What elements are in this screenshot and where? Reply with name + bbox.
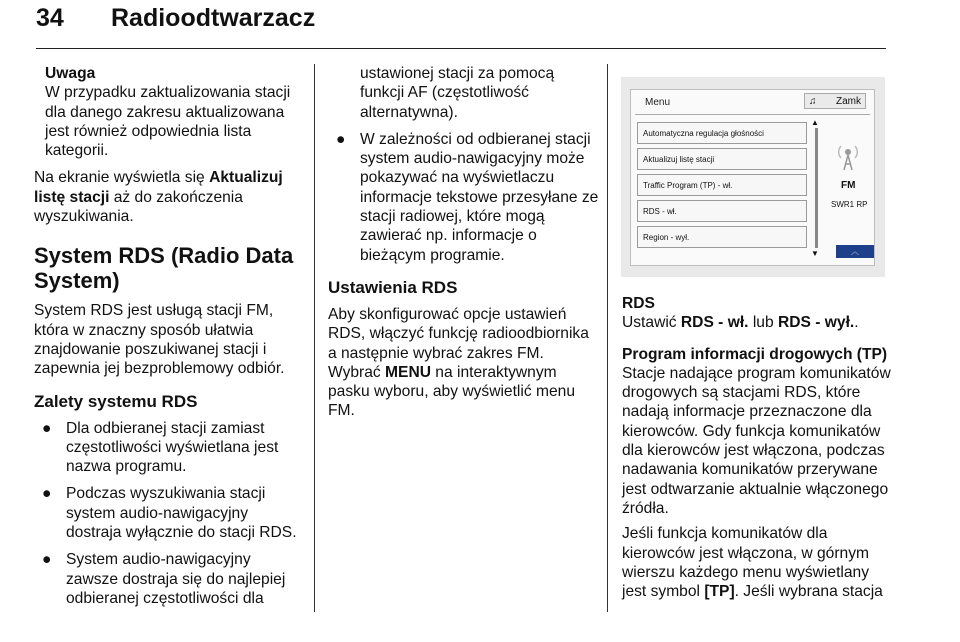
scrollbar[interactable] bbox=[815, 128, 818, 248]
list-item bbox=[34, 484, 300, 542]
rds-setting-paragraph bbox=[622, 313, 892, 332]
page-header bbox=[36, 2, 886, 52]
text-run: Aby skonfigurować opcje ustawień RDS, włączyć funkcję radioodbiornika a następnie wybrać zakres FM. Wybrać bbox=[328, 305, 589, 381]
title-divider bbox=[635, 114, 870, 115]
text-run: Ustawić bbox=[622, 314, 681, 332]
music-note-icon: ♫ bbox=[809, 96, 817, 107]
subheading-rds: RDS bbox=[622, 295, 655, 312]
menu-item[interactable]: Traffic Program (TP) - wł. bbox=[637, 174, 807, 196]
section-heading-rds: System RDS (Radio Data System) bbox=[34, 243, 294, 293]
column-2 bbox=[328, 64, 600, 430]
text-run: aż do zakończenia wyszukiwania. bbox=[34, 188, 243, 226]
subheading-rds-settings: Ustawienia RDS bbox=[328, 277, 458, 297]
note-title: Uwaga bbox=[45, 65, 96, 82]
update-list-paragraph bbox=[34, 168, 300, 226]
column-3 bbox=[622, 294, 892, 613]
subheading-advantages: Zalety systemu RDS bbox=[34, 391, 198, 411]
list-item bbox=[328, 130, 600, 265]
menu-item[interactable]: Aktualizuj listę stacji bbox=[637, 148, 807, 170]
text-run: lub bbox=[748, 314, 778, 332]
close-button[interactable] bbox=[804, 93, 866, 109]
list-item bbox=[34, 419, 300, 477]
close-label: Zamk bbox=[836, 96, 861, 107]
bold-term: MENU bbox=[385, 363, 431, 381]
page-title: Radioodtwarzacz bbox=[111, 4, 316, 32]
bold-term: RDS - wł. bbox=[680, 314, 749, 332]
list-item-text: Podczas wyszukiwania stacji system audio-nawigacyjny dostraja wyłącznie do stacji RDS. bbox=[66, 485, 297, 542]
page-number: 34 bbox=[36, 4, 64, 32]
column-1 bbox=[34, 64, 300, 616]
text-run: . bbox=[854, 314, 859, 332]
chevron-up-button[interactable]: ︿ bbox=[836, 245, 874, 258]
note-text: W przypadku zaktualizowania stacji dla danego zakresu aktualizowana jest również odpowiednia lista kategorii. bbox=[45, 84, 291, 160]
menu-title: Menu bbox=[645, 97, 671, 108]
traffic-program-paragraph: Stacje nadające program komunikatów drogowych są stacjami RDS, które nadają informacje przeznaczone dla kierowców. Gdy funkcja komunikatów dla kierowców jest włączona, podczas nadawania komunikatów przerywane jest odtwarzanie aktualnie włączonego źródła. bbox=[622, 364, 891, 517]
advantages-list bbox=[34, 419, 300, 609]
bold-term: [TP] bbox=[704, 583, 735, 601]
band-label: FM bbox=[841, 180, 856, 191]
antenna-icon bbox=[836, 142, 860, 172]
rds-intro-paragraph: System RDS jest usługą stacji FM, która w znaczny sposób ułatwia znajdowanie poszukiwanej stacji i zapewnia jej bezproblemowy odbiór. bbox=[34, 302, 285, 378]
tp-symbol-paragraph bbox=[622, 524, 892, 601]
subheading-traffic-program: Program informacji drogowych (TP) bbox=[622, 345, 888, 363]
column-divider bbox=[607, 64, 608, 612]
bullet-icon: ● bbox=[42, 419, 52, 437]
menu-item[interactable]: Automatyczna regulacja głośności bbox=[637, 122, 807, 144]
bullet-icon: ● bbox=[42, 551, 52, 569]
column-divider bbox=[314, 64, 315, 612]
text-run: na interaktywnym pasku wyboru, aby wyświetlić menu FM. bbox=[328, 363, 576, 420]
bold-term: Aktualizuj listę stacji bbox=[34, 169, 283, 206]
list-item-text: W zależności od odbieranej stacji system audio-nawigacyjny może pokazywać na wyświetlaczu informacje tekstowe przesyłane ze stacji radiowej, które mogą zawierać np. informacje o bieżącym programie. bbox=[360, 130, 599, 264]
station-name: SWR1 RP bbox=[831, 200, 868, 209]
scroll-up-icon[interactable]: ▲ bbox=[811, 118, 819, 127]
text-run: Jeśli funkcja komunikatów dla kierowców jest włączona, w górnym wierszu każdego menu wyświetlany jest symbol bbox=[622, 525, 870, 601]
bullet-icon: ● bbox=[42, 485, 52, 503]
rds-settings-paragraph bbox=[328, 305, 600, 421]
list-item bbox=[34, 550, 300, 608]
menu-item[interactable]: RDS - wł. bbox=[637, 200, 807, 222]
bold-term: RDS - wył. bbox=[777, 314, 855, 332]
list-item-continuation: ustawionej stacji za pomocą funkcji AF (częstotliwość alternatywna). bbox=[360, 65, 555, 121]
advantages-list-cont bbox=[328, 130, 600, 265]
scroll-down-icon[interactable]: ▼ bbox=[811, 249, 819, 258]
note-box bbox=[34, 64, 300, 160]
text-run: Na ekranie wyświetla się bbox=[34, 169, 210, 187]
header-rule bbox=[36, 48, 886, 49]
menu-screenshot-figure bbox=[621, 77, 885, 277]
list-item-text: System audio-nawigacyjny zawsze dostraja się do najlepiej odbieranej częstotliwości dla bbox=[66, 551, 286, 607]
text-run: . Jeśli wybrana stacja bbox=[734, 583, 883, 601]
menu-item[interactable]: Region - wył. bbox=[637, 226, 807, 248]
bullet-icon: ● bbox=[336, 130, 346, 148]
fm-menu-screen bbox=[630, 89, 875, 266]
list-item-text: Dla odbieranej stacji zamiast częstotliwości wyświetlana jest nazwa programu. bbox=[66, 419, 279, 476]
